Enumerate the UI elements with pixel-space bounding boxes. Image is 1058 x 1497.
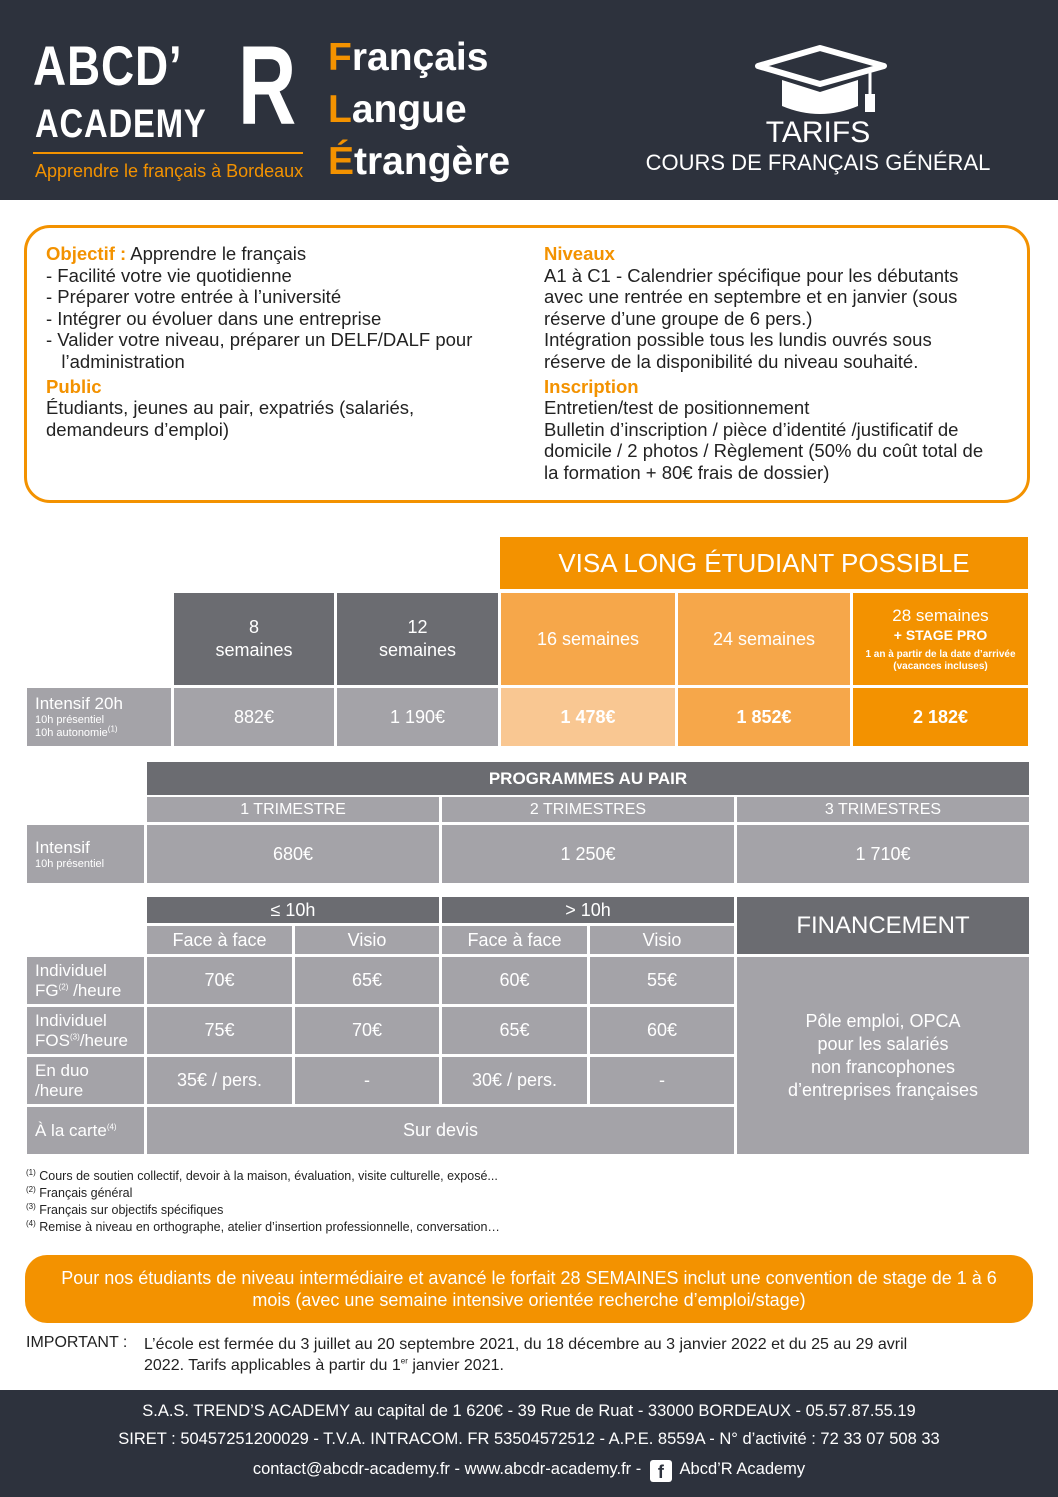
niveaux-line: réserve d’une groupe de 6 pers.) xyxy=(544,307,813,329)
objectif-text: Apprendre le français xyxy=(126,243,307,264)
footer xyxy=(0,1390,1058,1497)
footnote: $^{(1)}$ Cours de soutien collectif, devoir à la maison, évaluation, visite culturelle, exposé... xyxy=(26,1167,498,1183)
objectif-item: - Préparer votre entrée à l’université xyxy=(46,286,342,308)
facebook-page-link[interactable]: Abcd’R Academy xyxy=(679,1460,806,1478)
row-label-intensif-20h: Intensif 20h 10h présentiel 10h autonomie$^{(1)}$ xyxy=(27,688,171,746)
stage-banner: Pour nos étudiants de niveau intermédiaire et avancé le forfait 28 SEMAINES inclut une convention de stage de 1 à 6 mois (avec une semaine intensive orientée recherche d’emploi/stage) xyxy=(25,1255,1033,1323)
price-cell: 882€ xyxy=(174,688,334,746)
page-title: TARIFS xyxy=(765,116,871,149)
public-line: demandeurs d’emploi) xyxy=(46,418,230,440)
price-cell: 65€ xyxy=(295,957,439,1004)
price-cell: 30€ / pers. xyxy=(442,1057,587,1104)
price-cell: - xyxy=(590,1057,734,1104)
price-cell: 55€ xyxy=(590,957,734,1004)
logo-text-top: ABCD’ xyxy=(33,34,183,97)
objectif-item: l’administration xyxy=(46,350,185,372)
footer-company-line: S.A.S. TREND’S ACADEMY au capital de 1 620€ - 39 Rue de Ruat - 33000 BORDEAUX - 05.57.87.55.19 xyxy=(142,1402,916,1420)
row-label-intensif: Intensif 10h présentiel xyxy=(27,825,144,883)
au-pair-title: PROGRAMMES AU PAIR xyxy=(147,762,1029,795)
financement-title: FINANCEMENT xyxy=(737,897,1029,954)
footnote: $^{(2)}$ Français général xyxy=(26,1184,133,1200)
price-cell: 2 182€ xyxy=(853,688,1028,746)
price-cell: 60€ xyxy=(442,957,587,1004)
niveaux-label: Niveaux xyxy=(544,243,615,264)
price-cell: 70€ xyxy=(147,957,292,1004)
price-cell: 35€ / pers. xyxy=(147,1057,292,1104)
fle-line-langue: Langue xyxy=(328,88,467,131)
row-label-individuel-fg: Individuel FG$^{(2)}$ /heure xyxy=(27,957,144,1004)
price-cell: 1 250€ xyxy=(442,825,734,883)
objectif-item: - Intégrer ou évoluer dans une entreprise xyxy=(46,307,382,329)
price-cell: 1 710€ xyxy=(737,825,1029,883)
group-header-gt-10h: > 10h xyxy=(442,897,734,923)
info-left-column xyxy=(46,243,526,440)
sub-header: Face à face xyxy=(442,926,587,954)
footer-contact-line xyxy=(0,1460,1058,1482)
niveaux-line: Intégration possible tous les lundis ouvrés sous xyxy=(544,329,932,351)
row-label-a-la-carte: À la carte$^{(4)}$ xyxy=(27,1107,144,1154)
objectif-label: Objectif : xyxy=(46,243,127,264)
public-line: Étudiants, jeunes au pair, expatriés (salariés, xyxy=(46,397,415,419)
trimestre-header: 2 TRIMESTRES xyxy=(442,797,734,822)
important-text: L’école est fermée du 3 juillet au 20 septembre 2021, du 18 décembre au 3 janvier 2022 et du 25 au 29 avril 2022. Tarifs applicables à partir du 1er janvier 2021. xyxy=(144,1336,908,1374)
sub-header: Face à face xyxy=(147,926,292,954)
sub-header: Visio xyxy=(295,926,439,954)
visa-banner: VISA LONG ÉTUDIANT POSSIBLE xyxy=(500,537,1028,589)
price-cell: 1 852€ xyxy=(678,688,850,746)
niveaux-line: A1 à C1 - Calendrier spécifique pour les débutants xyxy=(544,264,959,286)
inscription-label: Inscription xyxy=(544,375,639,397)
header-8-semaines: 8 semaines xyxy=(174,593,334,685)
important-label: IMPORTANT : xyxy=(26,1334,128,1351)
facebook-icon[interactable]: f xyxy=(650,1460,672,1482)
contact-links[interactable]: contact@abcdr-academy.fr - www.abcdr-academy.fr - xyxy=(252,1460,642,1478)
inscription-line: Bulletin d’inscription / pièce d’identité /justificatif de xyxy=(544,418,959,440)
logo-text-academy: ACADEMY xyxy=(35,102,207,146)
footer-siret-line: SIRET : 50457251200029 - T.V.A. INTRACOM. FR 53504572512 - A.P.E. 8559A - N° d’activité : 72 33 07 508 33 xyxy=(118,1430,940,1448)
footnote: $^{(4)}$ Remise à niveau en orthographe, atelier d’insertion professionnelle, conversation… xyxy=(26,1218,500,1234)
price-cell: 65€ xyxy=(442,1007,587,1054)
logo-tagline: Apprendre le français à Bordeaux xyxy=(35,161,304,181)
price-cell: 60€ xyxy=(590,1007,734,1054)
logo-letter-r: R xyxy=(238,23,297,148)
inscription-line: la formation + 80€ frais de dossier) xyxy=(544,461,830,483)
logo-underline xyxy=(33,152,303,154)
fle-line-etrangere: Étrangère xyxy=(328,140,511,183)
objectif-item: - Valider votre niveau, préparer un DELF/DALF pour xyxy=(46,329,473,351)
public-label: Public xyxy=(46,375,102,397)
price-cell: - xyxy=(295,1057,439,1104)
row-label-en-duo: En duo /heure xyxy=(27,1057,144,1104)
price-cell: 1 190€ xyxy=(337,688,498,746)
sub-header: Visio xyxy=(590,926,734,954)
price-cell: 75€ xyxy=(147,1007,292,1054)
footnote: $^{(3)}$ Français sur objectifs spécifiques xyxy=(26,1201,224,1217)
row-label-individuel-fos: Individuel FOS$^{(3)}$/heure xyxy=(27,1007,144,1054)
objectif-item: - Facilité votre vie quotidienne xyxy=(46,264,292,286)
price-cell: 70€ xyxy=(295,1007,439,1054)
info-right-column xyxy=(544,243,1014,484)
graduation-cap-icon xyxy=(752,44,892,124)
header-12-semaines: 12 semaines xyxy=(337,593,498,685)
price-cell: 680€ xyxy=(147,825,439,883)
inscription-line: Entretien/test de positionnement xyxy=(544,397,810,419)
niveaux-line: réserve de la disponibilité du niveau souhaité. xyxy=(544,350,919,372)
trimestre-header: 1 TRIMESTRE xyxy=(147,797,439,822)
sur-devis-cell: Sur devis xyxy=(147,1107,734,1154)
trimestre-header: 3 TRIMESTRES xyxy=(737,797,1029,822)
niveaux-line: avec une rentrée en septembre et en janvier (sous xyxy=(544,286,958,308)
price-cell: 1 478€ xyxy=(501,688,675,746)
header-16-semaines: 16 semaines xyxy=(501,593,675,685)
header-24-semaines: 24 semaines xyxy=(678,593,850,685)
header-28-semaines: 28 semaines + STAGE PRO 1 an à partir de la date d’arrivée (vacances incluses) xyxy=(853,593,1028,685)
group-header-le-10h: ≤ 10h xyxy=(147,897,439,923)
fle-line-francais: Français xyxy=(328,36,489,79)
inscription-line: domicile / 2 photos / Règlement (50% du coût total de xyxy=(544,440,984,462)
page-subtitle: COURS DE FRANÇAIS GÉNÉRAL xyxy=(645,150,991,175)
financement-details: Pôle emploi, OPCA pour les salariés non francophones d’entreprises françaises xyxy=(737,957,1029,1154)
